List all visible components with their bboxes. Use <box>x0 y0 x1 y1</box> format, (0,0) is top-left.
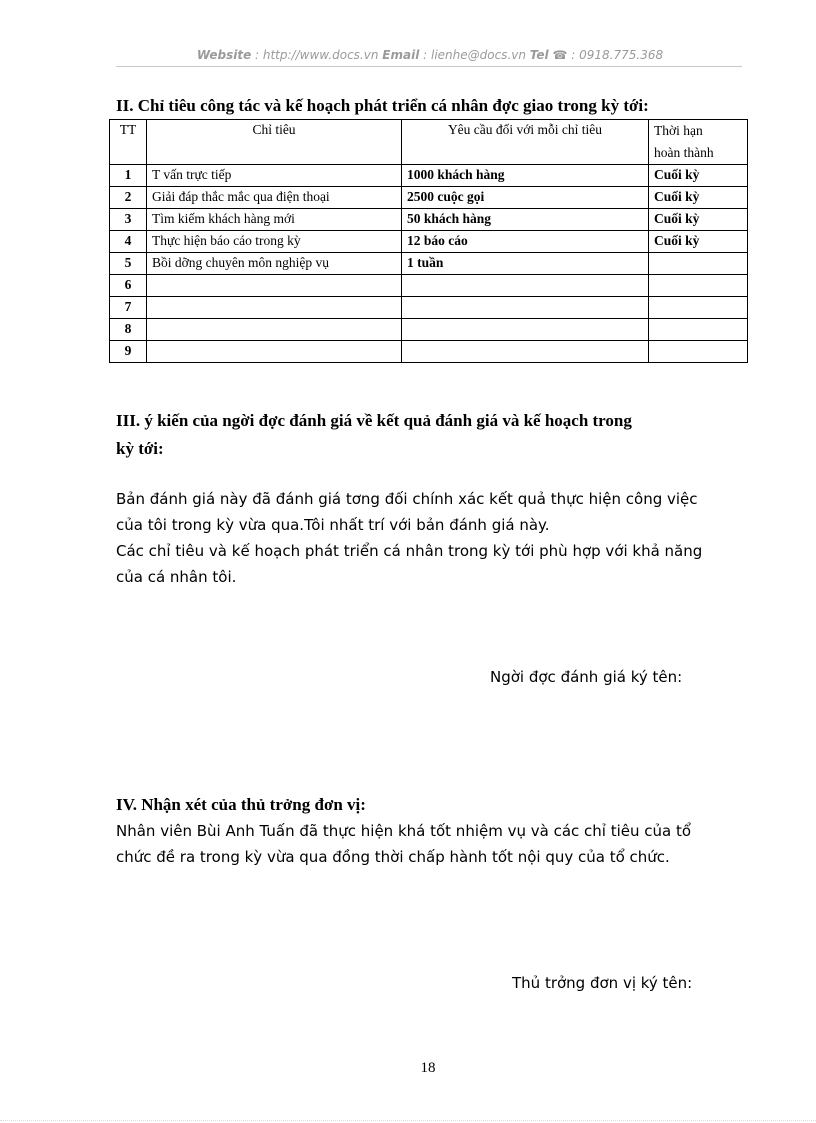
email-label: Email <box>382 48 420 62</box>
requirement-cell <box>402 319 649 341</box>
column-header-deadline-line2: hoàn thành <box>654 145 714 160</box>
requirement-cell <box>402 297 649 319</box>
evaluatee-signature-label: Ngời đợc đánh giá ký tên: <box>490 668 683 686</box>
table-row <box>110 187 748 209</box>
table-header-row <box>110 120 748 165</box>
row-number-cell: 5 <box>110 253 147 275</box>
deadline-cell <box>649 253 748 275</box>
website-label: Website <box>196 48 252 62</box>
table-row <box>110 231 748 253</box>
row-number-cell: 8 <box>110 319 147 341</box>
deadline-cell <box>649 319 748 341</box>
column-header-deadline <box>649 120 748 165</box>
target-cell <box>147 275 402 297</box>
section-3-title-line2: kỳ tới: <box>116 439 164 458</box>
deadline-cell <box>649 275 748 297</box>
target-cell: Tìm kiếm khách hàng mới <box>147 209 402 231</box>
deadline-cell: Cuối kỳ <box>649 209 748 231</box>
target-cell: T vấn trực tiếp <box>147 165 402 187</box>
target-cell: Bồi dỡng chuyên môn nghiệp vụ <box>147 253 402 275</box>
target-cell: Giải đáp thắc mắc qua điện thoại <box>147 187 402 209</box>
header-divider <box>116 66 742 67</box>
section-3-paragraph-2 <box>116 538 702 590</box>
column-header-tt: TT <box>110 120 147 165</box>
deadline-cell <box>649 297 748 319</box>
deadline-cell: Cuối kỳ <box>649 187 748 209</box>
requirement-cell: 12 báo cáo <box>402 231 649 253</box>
row-number-cell: 9 <box>110 341 147 363</box>
paragraph-line: của tôi trong kỳ vừa qua.Tôi nhất trí với bản đánh giá này. <box>116 516 550 534</box>
paragraph-line: chức đề ra trong kỳ vừa qua đồng thời chấp hành tốt nội quy của tổ chức. <box>116 848 670 866</box>
website-value: : http://www.docs.vn <box>251 48 383 62</box>
table-row <box>110 341 748 363</box>
page-number: 18 <box>420 1060 436 1076</box>
requirement-cell: 50 khách hàng <box>402 209 649 231</box>
tel-label: Tel <box>529 48 549 62</box>
row-number-cell: 3 <box>110 209 147 231</box>
target-cell: Thực hiện báo cáo trong kỳ <box>147 231 402 253</box>
paragraph-line: Nhân viên Bùi Anh Tuấn đã thực hiện khá tốt nhiệm vụ và các chỉ tiêu của tổ <box>116 822 692 840</box>
deadline-cell <box>649 341 748 363</box>
target-cell <box>147 341 402 363</box>
requirement-cell <box>402 341 649 363</box>
column-header-target: Chỉ tiêu <box>147 120 402 165</box>
deadline-cell: Cuối kỳ <box>649 231 748 253</box>
row-number-cell: 6 <box>110 275 147 297</box>
manager-signature-label: Thủ trởng đơn vị ký tên: <box>512 974 693 992</box>
requirement-cell <box>402 275 649 297</box>
paragraph-line: Bản đánh giá này đã đánh giá tơng đối chính xác kết quả thực hiện công việc <box>116 490 698 508</box>
requirement-cell: 1000 khách hàng <box>402 165 649 187</box>
table-row <box>110 319 748 341</box>
row-number-cell: 2 <box>110 187 147 209</box>
row-number-cell: 1 <box>110 165 147 187</box>
column-header-requirement: Yêu cầu đối với mỗi chỉ tiêu <box>402 120 649 165</box>
row-number-cell: 7 <box>110 297 147 319</box>
paragraph-line: của cá nhân tôi. <box>116 568 237 586</box>
section-2-title: II. Chỉ tiêu công tác và kế hoạch phát triển cá nhân đợc giao trong kỳ tới: <box>116 96 649 115</box>
target-cell <box>147 319 402 341</box>
section-3-title-line1: III. ý kiến của ngời đợc đánh giá về kết quả đánh giá và kế hoạch trong <box>116 411 632 430</box>
table-row <box>110 165 748 187</box>
section-4-paragraph <box>116 818 691 870</box>
goals-table <box>109 119 748 363</box>
requirement-cell: 1 tuần <box>402 253 649 275</box>
page-header <box>118 48 742 62</box>
table-row <box>110 253 748 275</box>
tel-value: : 0918.775.368 <box>567 48 664 62</box>
deadline-cell: Cuối kỳ <box>649 165 748 187</box>
table-row <box>110 275 748 297</box>
section-4-title: IV. Nhận xét của thủ trởng đơn vị: <box>116 795 366 814</box>
row-number-cell: 4 <box>110 231 147 253</box>
phone-icon: ☎ <box>552 48 568 62</box>
table-row <box>110 209 748 231</box>
requirement-cell: 2500 cuộc gọi <box>402 187 649 209</box>
column-header-deadline-line1: Thời hạn <box>654 123 703 138</box>
table-row <box>110 297 748 319</box>
section-3-paragraph-1 <box>116 486 698 538</box>
target-cell <box>147 297 402 319</box>
paragraph-line: Các chỉ tiêu và kế hoạch phát triển cá nhân trong kỳ tới phù hợp với khả năng <box>116 542 703 560</box>
footer-divider <box>0 1120 816 1121</box>
email-value: : lienhe@docs.vn <box>419 48 530 62</box>
